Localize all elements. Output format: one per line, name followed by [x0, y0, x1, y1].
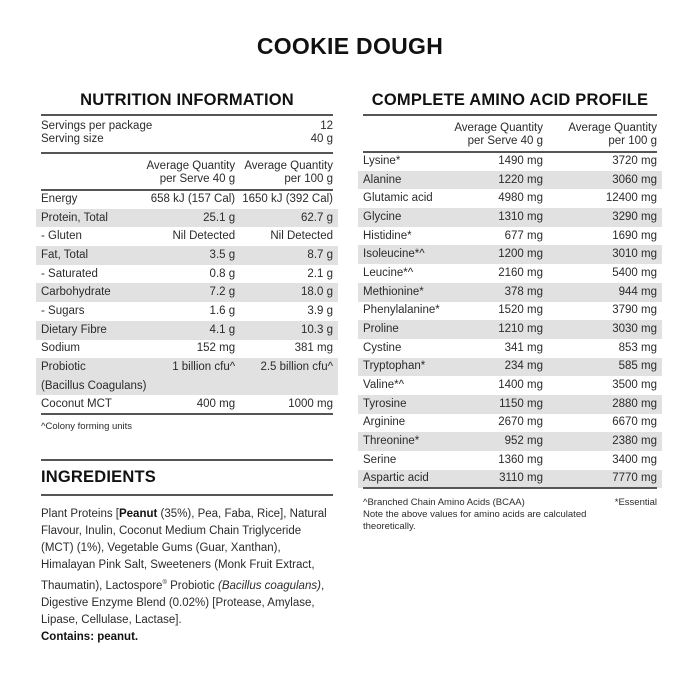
table-row — [41, 209, 333, 228]
per-serve-value: 3110 mg — [443, 470, 543, 489]
divider — [41, 494, 333, 496]
per-100g-value: 944 mg — [543, 283, 657, 302]
per-100g-value: 2.1 g — [307, 267, 333, 280]
nutrient-name: - Saturated — [41, 267, 98, 280]
per-serve-value: 25.1 g — [146, 209, 235, 228]
per-serve-value: 234 mg — [443, 358, 543, 377]
per-serve-value: 1400 mg — [498, 379, 543, 392]
per-serve-value: 1210 mg — [443, 320, 543, 339]
nutrient-name: Arginine — [363, 416, 406, 429]
per-serve-value: 2670 mg — [498, 416, 543, 429]
table-row — [363, 395, 657, 414]
table-row — [363, 414, 657, 433]
nutrition-heading: NUTRITION INFORMATION — [80, 91, 294, 109]
per-serve-value: 1.6 g — [209, 304, 236, 317]
nutrient-name: Cystine — [363, 341, 402, 354]
nutrient-name: Proline — [363, 320, 443, 339]
nutrient-name: - Sugars — [41, 304, 85, 317]
nutrient-name: Tryptophan* — [363, 358, 443, 377]
table-row — [363, 358, 657, 377]
per-100g-value: Nil Detected — [270, 230, 333, 243]
nutrient-name: Isoleucine*^ — [363, 245, 443, 264]
table-row — [363, 432, 657, 451]
per-serve-value: 4980 mg — [498, 192, 543, 205]
per-100g-value: 3400 mg — [612, 453, 657, 466]
per-100g-value: 3290 mg — [543, 208, 657, 227]
per-100g-value: 6670 mg — [612, 416, 657, 429]
per-100g-value: 3.9 g — [307, 304, 333, 317]
per-serve-value: 1200 mg — [443, 245, 543, 264]
per-100g-value: 8.7 g — [235, 246, 333, 265]
nutrient-name: Aspartic acid — [363, 470, 443, 489]
table-row — [363, 302, 657, 321]
table-row — [363, 189, 657, 208]
table-row — [41, 340, 333, 359]
nutrient-name: Threonine* — [363, 432, 443, 451]
table-row — [363, 152, 657, 171]
per-100g-value: 2380 mg — [543, 432, 657, 451]
per-100g-value: 62.7 g — [235, 209, 333, 228]
per-serve-value: 7.2 g — [146, 283, 235, 302]
per-100g-value: 7770 mg — [543, 470, 657, 489]
table-row — [41, 190, 333, 209]
servings-value: 12 — [320, 120, 333, 132]
per-serve-value: 2160 mg — [498, 266, 543, 279]
per-serve-value: 1360 mg — [498, 453, 543, 466]
nutrient-name: Alanine — [363, 171, 443, 190]
nutrient-name: Carbohydrate — [41, 283, 146, 302]
per-100g-value: 853 mg — [618, 341, 657, 354]
per-serve-value: 1 billion cfu^ — [146, 358, 235, 395]
col-per-serve-header: Average Quantity per Serve 40 g — [454, 122, 543, 147]
per-serve-value: 341 mg — [504, 341, 543, 354]
table-row — [363, 208, 657, 227]
nutrient-name: Glycine — [363, 208, 443, 227]
nutrient-name: Energy — [41, 193, 78, 206]
nutrition-panel — [41, 88, 333, 646]
per-100g-value: 3010 mg — [543, 245, 657, 264]
table-row — [41, 283, 333, 302]
table-row — [363, 227, 657, 246]
per-100g-value: 1000 mg — [288, 397, 333, 410]
table-row — [363, 320, 657, 339]
table-row — [41, 265, 333, 284]
table-row — [363, 171, 657, 190]
nutrient-name: - Gluten — [41, 230, 82, 243]
contains-allergen: Contains: peanut. — [41, 631, 139, 644]
nutrient-name: Sodium — [41, 342, 80, 355]
per-100g-value: 2.5 billion cfu^ — [235, 358, 333, 395]
nutrient-name: Leucine*^ — [363, 266, 414, 279]
per-100g-value: 3720 mg — [612, 155, 657, 168]
nutrient-name: Glutamic acid — [363, 192, 433, 205]
per-serve-value: 1150 mg — [443, 395, 543, 414]
per-serve-value: 658 kJ (157 Cal) — [150, 193, 236, 206]
table-row — [41, 395, 333, 414]
per-100g-value: 1690 mg — [612, 229, 657, 242]
per-100g-value: 18.0 g — [235, 283, 333, 302]
nutrient-name: Histidine* — [363, 229, 412, 242]
table-row — [363, 245, 657, 264]
per-serve-value: 4.1 g — [146, 321, 235, 340]
serving-size-value: 40 g — [310, 133, 333, 145]
nutrient-name: Serine — [363, 453, 397, 466]
per-100g-value: 3030 mg — [543, 320, 657, 339]
nutrition-table — [41, 154, 333, 415]
per-100g-value: 5400 mg — [612, 266, 657, 279]
nutrient-name: Coconut MCT — [41, 397, 112, 410]
per-serve-value: Nil Detected — [172, 230, 236, 243]
amino-heading: COMPLETE AMINO ACID PROFILE — [371, 91, 649, 109]
col-per-serve-header: Average Quantity per Serve 40 g — [146, 160, 236, 185]
per-serve-value: 1310 mg — [443, 208, 543, 227]
per-100g-value: 381 mg — [294, 342, 333, 355]
nutrient-name: Tyrosine — [363, 395, 443, 414]
table-row — [41, 321, 333, 340]
table-row — [363, 470, 657, 489]
per-serve-value: 152 mg — [196, 342, 236, 355]
nutrient-name: Probiotic (Bacillus Coagulans) — [41, 358, 146, 395]
nutrient-name: Valine*^ — [363, 379, 404, 392]
per-serve-value: 1220 mg — [443, 171, 543, 190]
per-100g-value: 3060 mg — [543, 171, 657, 190]
ingredients-text: Plant Proteins [Peanut (35%), Pea, Faba, Rice], Natural Flavour, Inulin, Coconut Medium Chain Triglyceride (MCT) (1%), Vegetable Gums (Guar, Xanthan), Himalayan Pink Salt, Sweeteners (Monk Fruit Extract, Thaumatin), Lactospore® Probiotic (Bacillus coagulans), Digestive Enzyme Blend (0.02%) [Protease, Amylase, Lipase, Cellulase, Lactase]. Contains: peanut. — [41, 507, 327, 644]
amino-table — [363, 116, 657, 489]
per-serve-value: 400 mg — [196, 397, 236, 410]
table-row — [363, 339, 657, 358]
per-100g-value: 1650 kJ (392 Cal) — [242, 193, 333, 206]
essential-footnote: *Essential — [614, 497, 657, 509]
nutrient-name: Fat, Total — [41, 246, 146, 265]
table-row — [41, 358, 333, 395]
per-100g-value: 3500 mg — [612, 379, 657, 392]
per-100g-value: 3790 mg — [612, 304, 657, 317]
serving-size-label: Serving size — [41, 133, 104, 145]
per-serve-value: 3.5 g — [146, 246, 235, 265]
per-serve-value: 1520 mg — [498, 304, 543, 317]
amino-note: Note the above values for amino acids are calculated theoretically. — [363, 509, 587, 533]
table-row — [363, 264, 657, 283]
per-100g-value: 585 mg — [543, 358, 657, 377]
nutrient-name: Protein, Total — [41, 209, 146, 228]
table-row — [363, 451, 657, 470]
per-serve-value: 1490 mg — [498, 155, 543, 168]
product-title: COOKIE DOUGH — [256, 33, 444, 59]
table-row — [41, 246, 333, 265]
per-100g-value: 12400 mg — [605, 192, 657, 205]
bcaa-footnote: ^Branched Chain Amino Acids (BCAA) — [363, 497, 525, 509]
table-row — [363, 283, 657, 302]
amino-panel — [363, 88, 657, 533]
per-100g-value: 2880 mg — [543, 395, 657, 414]
nutrient-name: Methionine* — [363, 283, 443, 302]
table-row — [363, 376, 657, 395]
table-row — [41, 227, 333, 246]
servings-label: Servings per package — [41, 120, 153, 132]
per-serve-value: 677 mg — [504, 229, 543, 242]
nutrient-name: Dietary Fibre — [41, 321, 146, 340]
per-serve-value: 378 mg — [443, 283, 543, 302]
nutrition-footnote: ^Colony forming units — [41, 420, 133, 432]
nutrient-name: Lysine* — [363, 155, 401, 168]
col-per-100g-header: Average Quantity per 100 g — [568, 122, 657, 147]
col-per-100g-header: Average Quantity per 100 g — [244, 160, 333, 185]
nutrient-name: Phenylalanine* — [363, 304, 440, 317]
per-serve-value: 0.8 g — [209, 267, 236, 280]
per-serve-value: 952 mg — [443, 432, 543, 451]
table-row — [41, 302, 333, 321]
ingredients-heading: INGREDIENTS — [41, 467, 156, 486]
per-100g-value: 10.3 g — [235, 321, 333, 340]
